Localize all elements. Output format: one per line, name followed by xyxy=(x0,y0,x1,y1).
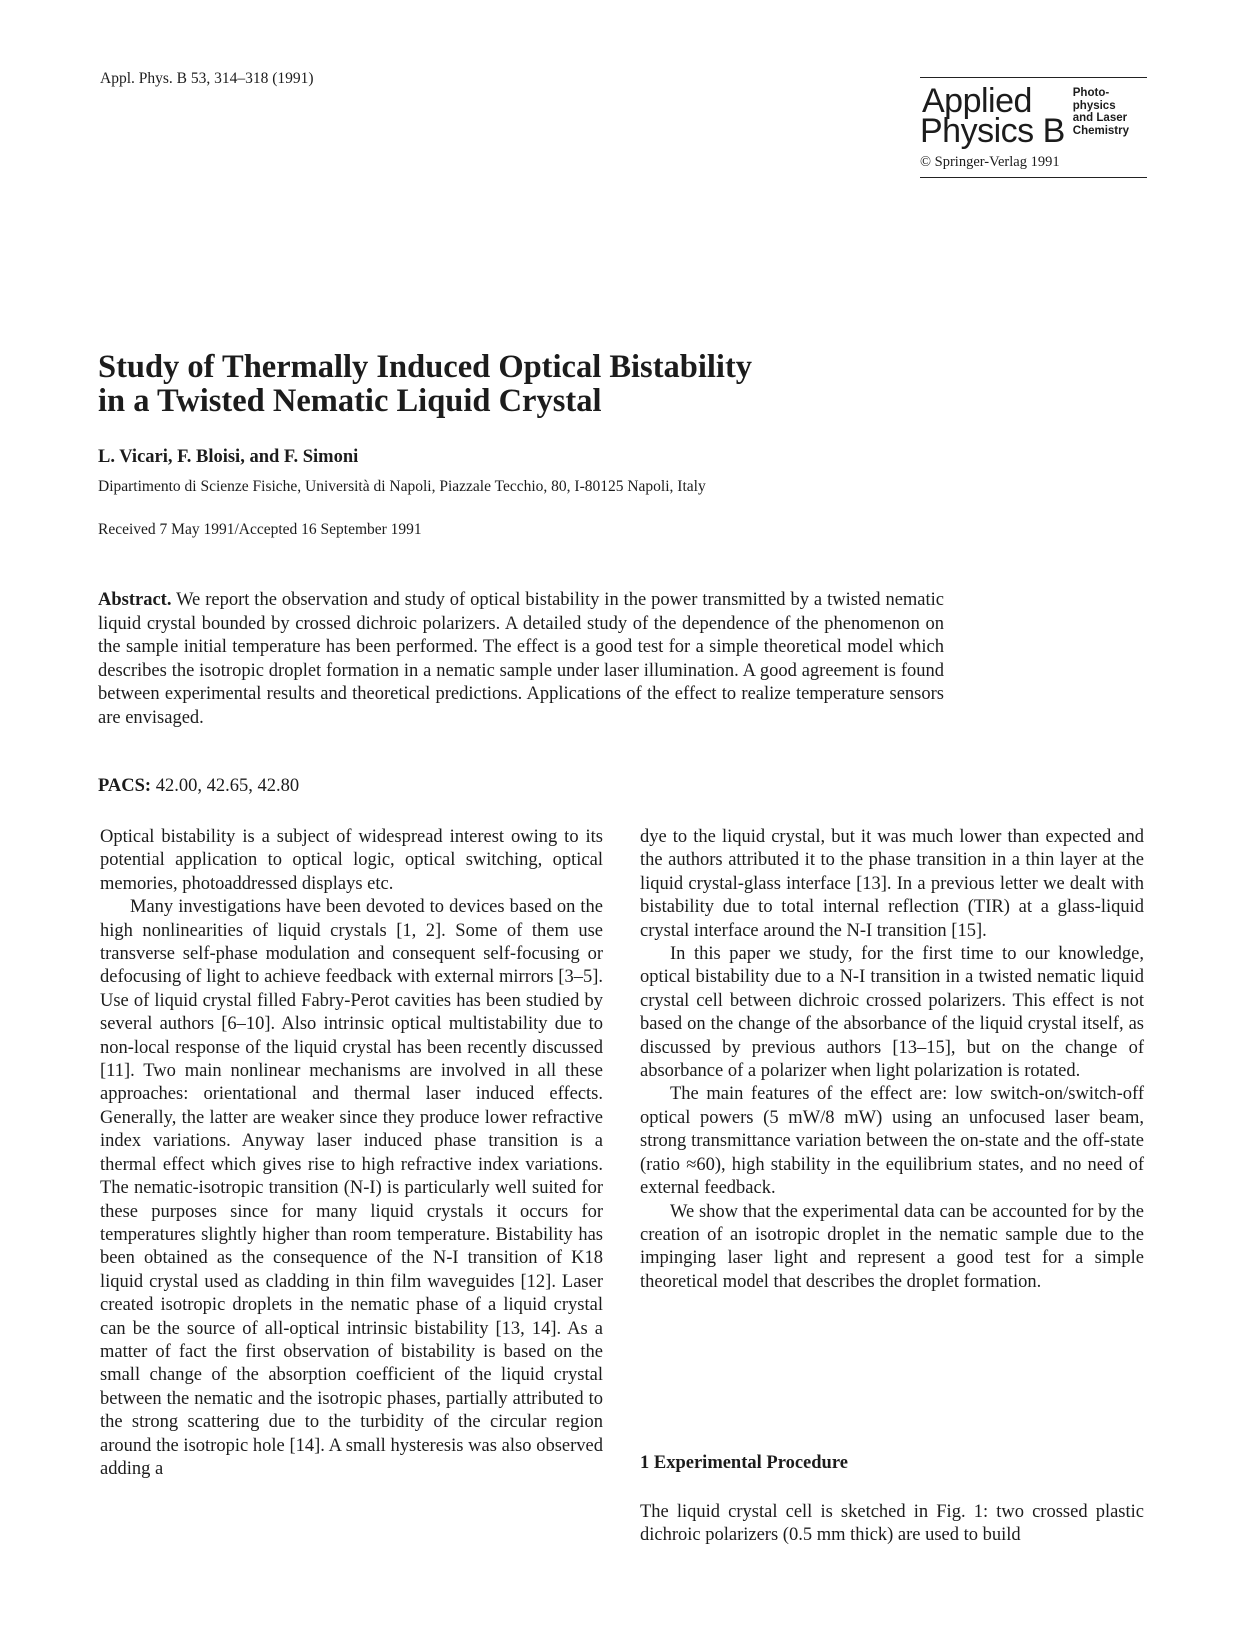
pacs xyxy=(98,776,299,797)
pacs-label: PACS: xyxy=(98,776,152,796)
logo-subject-line: physics xyxy=(1072,99,1116,112)
abstract xyxy=(98,589,944,731)
paper-title-line: in a Twisted Nematic Liquid Crystal xyxy=(98,383,602,419)
body-paragraph: We show that the experimental data can be accounted for by the creation of an isotropic droplet in the nematic sample due to the impinging laser light and represent a good test for a simple theoretical model that describes the droplet formation. xyxy=(640,1201,1144,1292)
body-paragraph: The main features of the effect are: low switch-on/switch-off optical powers (5 mW/8 mW) using an unfocused laser beam, strong transmittance variation between the on-state and the off-state (ratio ≈60), high stability in the equilibrium states, and no need of external feedback. xyxy=(640,1084,1144,1199)
abstract-text: We report the observation and study of optical bistability in the power transmitted by a twisted nematic liquid crystal bounded by crossed dichroic polarizers. A detailed study of the dependence of the phenomenon on the sample initial temperature has been performed. The effect is a good test for a simple theoretical model which describes the isotropic droplet formation in a nematic sample under laser illumination. A good agreement is found between experimental results and theoretical predictions. Applications of the effect to realize temperature sensors are envisaged. xyxy=(98,590,944,728)
body-paragraph: dye to the liquid crystal, but it was much lower than expected and the authors attributed it to the phase transition in a thin layer at the liquid crystal-glass interface [13]. In a previous letter we dealt with bistability due to total internal reflection (TIR) at a glass-liquid crystal interface around the N-I transition [15]. xyxy=(640,827,1144,941)
abstract-label: Abstract. xyxy=(98,590,172,610)
paper-title xyxy=(98,350,918,418)
received-dates: Received 7 May 1991/Accepted 16 September 1991 xyxy=(98,521,422,538)
logo-line-1: Applied xyxy=(922,82,1032,120)
logo-bottom-rule xyxy=(920,177,1147,178)
pacs-values: 42.00, 42.65, 42.80 xyxy=(155,776,300,796)
authors: L. Vicari, F. Bloisi, and F. Simoni xyxy=(98,447,359,467)
section-body xyxy=(640,1501,1144,1548)
section-heading: 1 Experimental Procedure xyxy=(640,1453,848,1473)
paper-title-line: Study of Thermally Induced Optical Bistability xyxy=(98,349,753,385)
publisher-copyright: © Springer-Verlag 1991 xyxy=(920,154,1060,170)
body-paragraph: The liquid crystal cell is sketched in Fig. 1: two crossed plastic dichroic polarizers (0.5 mm thick) are used to build xyxy=(640,1502,1144,1546)
logo-subject-line: and Laser xyxy=(1072,112,1128,124)
logo-top-rule xyxy=(920,77,1147,78)
body-right-column xyxy=(640,826,1144,1294)
body-paragraph: In this paper we study, for the first time to our knowledge, optical bistability due to a N-I transition in a twisted nematic liquid crystal cell between dichroic crossed polarizers. This effect is not based on the change of the absorbance of the liquid crystal itself, as discussed by previous authors [13–15], but on the change of absorbance of a polarizer when light polarization is rotated. xyxy=(640,944,1144,1082)
logo-wordmark xyxy=(920,82,1065,150)
logo-subject-line: Chemistry xyxy=(1072,124,1130,137)
body-left-column xyxy=(100,826,603,1481)
logo-subject-line: Photo- xyxy=(1072,87,1110,99)
journal-logo xyxy=(920,77,1147,178)
body-paragraph: Optical bistability is a subject of widespread interest owing to its potential application to optical logic, optical switching, optical memories, photoaddressed displays etc. xyxy=(100,827,603,894)
journal-citation: Appl. Phys. B 53, 314–318 (1991) xyxy=(100,70,314,87)
affiliation: Dipartimento di Scienze Fisiche, Università di Napoli, Piazzale Tecchio, 80, I-80125 Napoli, Italy xyxy=(98,478,706,495)
logo-subject xyxy=(1073,87,1129,137)
body-paragraph: Many investigations have been devoted to devices based on the high nonlinearities of liquid crystals [1, 2]. Some of them use transverse self-phase modulation and consequent self-focusing or defocusing of light to achieve feedback with external mirrors [3–5]. Use of liquid crystal filled Fabry-Perot cavities has been studied by several authors [6–10]. Also intrinsic optical multistability due to non-local response of the liquid crystal has been recently discussed [11]. Two main nonlinear mechanisms are involved in all these approaches: orientational and thermal laser induced effects. Generally, the latter are weaker since they produce lower refractive index variations. Anyway laser induced phase transition is a thermal effect which gives rise to high refractive index variations. The nematic-isotropic transition (N-I) is particularly well suited for these purposes since for many liquid crystals it occurs for temperatures slightly higher than room temperature. Bistability has been obtained as the consequence of the N-I transition of K18 liquid crystal used as cladding in thin film waveguides [12]. Laser created isotropic droplets in the nematic phase of a liquid crystal can be the source of all-optical intrinsic bistability [13, 14]. As a matter of fact the first observation of bistability is based on the small change of the absorption coefficient of the liquid crystal between the nematic and the isotropic phases, partially attributed to the strong scattering due to the turbidity of the circular region around the isotropic hole [14]. A small hysteresis was also observed adding a xyxy=(100,897,603,1479)
logo-line-2: Physics B xyxy=(920,112,1065,150)
